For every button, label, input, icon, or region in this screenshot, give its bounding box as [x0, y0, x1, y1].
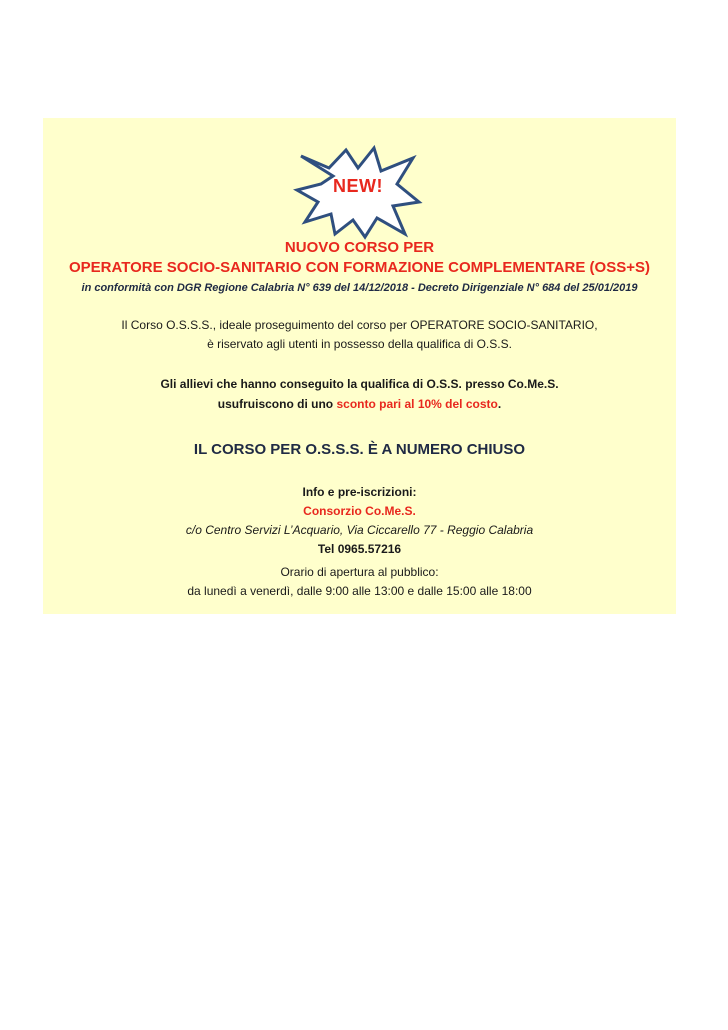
title-line-2: OPERATORE SOCIO-SANITARIO CON FORMAZIONE COMPLEMENTARE (OSS+S) [69, 259, 650, 276]
discount-prefix: usufruiscono di uno [217, 397, 337, 411]
hours-schedule: da lunedì a venerdì, dalle 9:00 alle 13:00 e dalle 15:00 alle 18:00 [187, 584, 532, 598]
discount-highlight: sconto pari al 10% del costo [336, 397, 498, 411]
intro-line-2: è riservato agli utenti in possesso della qualifica di O.S.S. [207, 337, 512, 351]
contact-phone: Tel 0965.57216 [317, 542, 402, 556]
contact-heading: Info e pre-iscrizioni: [302, 485, 417, 499]
course-notice-panel [43, 118, 676, 614]
intro-line-1: Il Corso O.S.S.S., ideale proseguimento del corso per OPERATORE SOCIO-SANITARIO, [121, 318, 598, 332]
new-badge-label: NEW! [333, 176, 383, 196]
closed-enrollment-notice: IL CORSO PER O.S.S.S. È A NUMERO CHIUSO [193, 441, 526, 458]
discount-suffix: . [497, 397, 502, 411]
discount-line-1: Gli allievi che hanno conseguito la qualifica di O.S.S. presso Co.Me.S. [160, 377, 559, 391]
compliance-note: in conformità con DGR Regione Calabria N° 639 del 14/12/2018 - Decreto Dirigenziale N° 684 del 25/01/2019 [81, 282, 638, 294]
contact-address: c/o Centro Servizi L’Acquario, Via Ciccarello 77 - Reggio Calabria [185, 523, 534, 537]
hours-heading: Orario di apertura al pubblico: [280, 565, 439, 579]
new-badge [293, 144, 423, 240]
contact-organization: Consorzio Co.Me.S. [303, 504, 416, 518]
discount-line-2 [43, 397, 676, 411]
title-line-1: NUOVO CORSO PER [284, 239, 435, 256]
